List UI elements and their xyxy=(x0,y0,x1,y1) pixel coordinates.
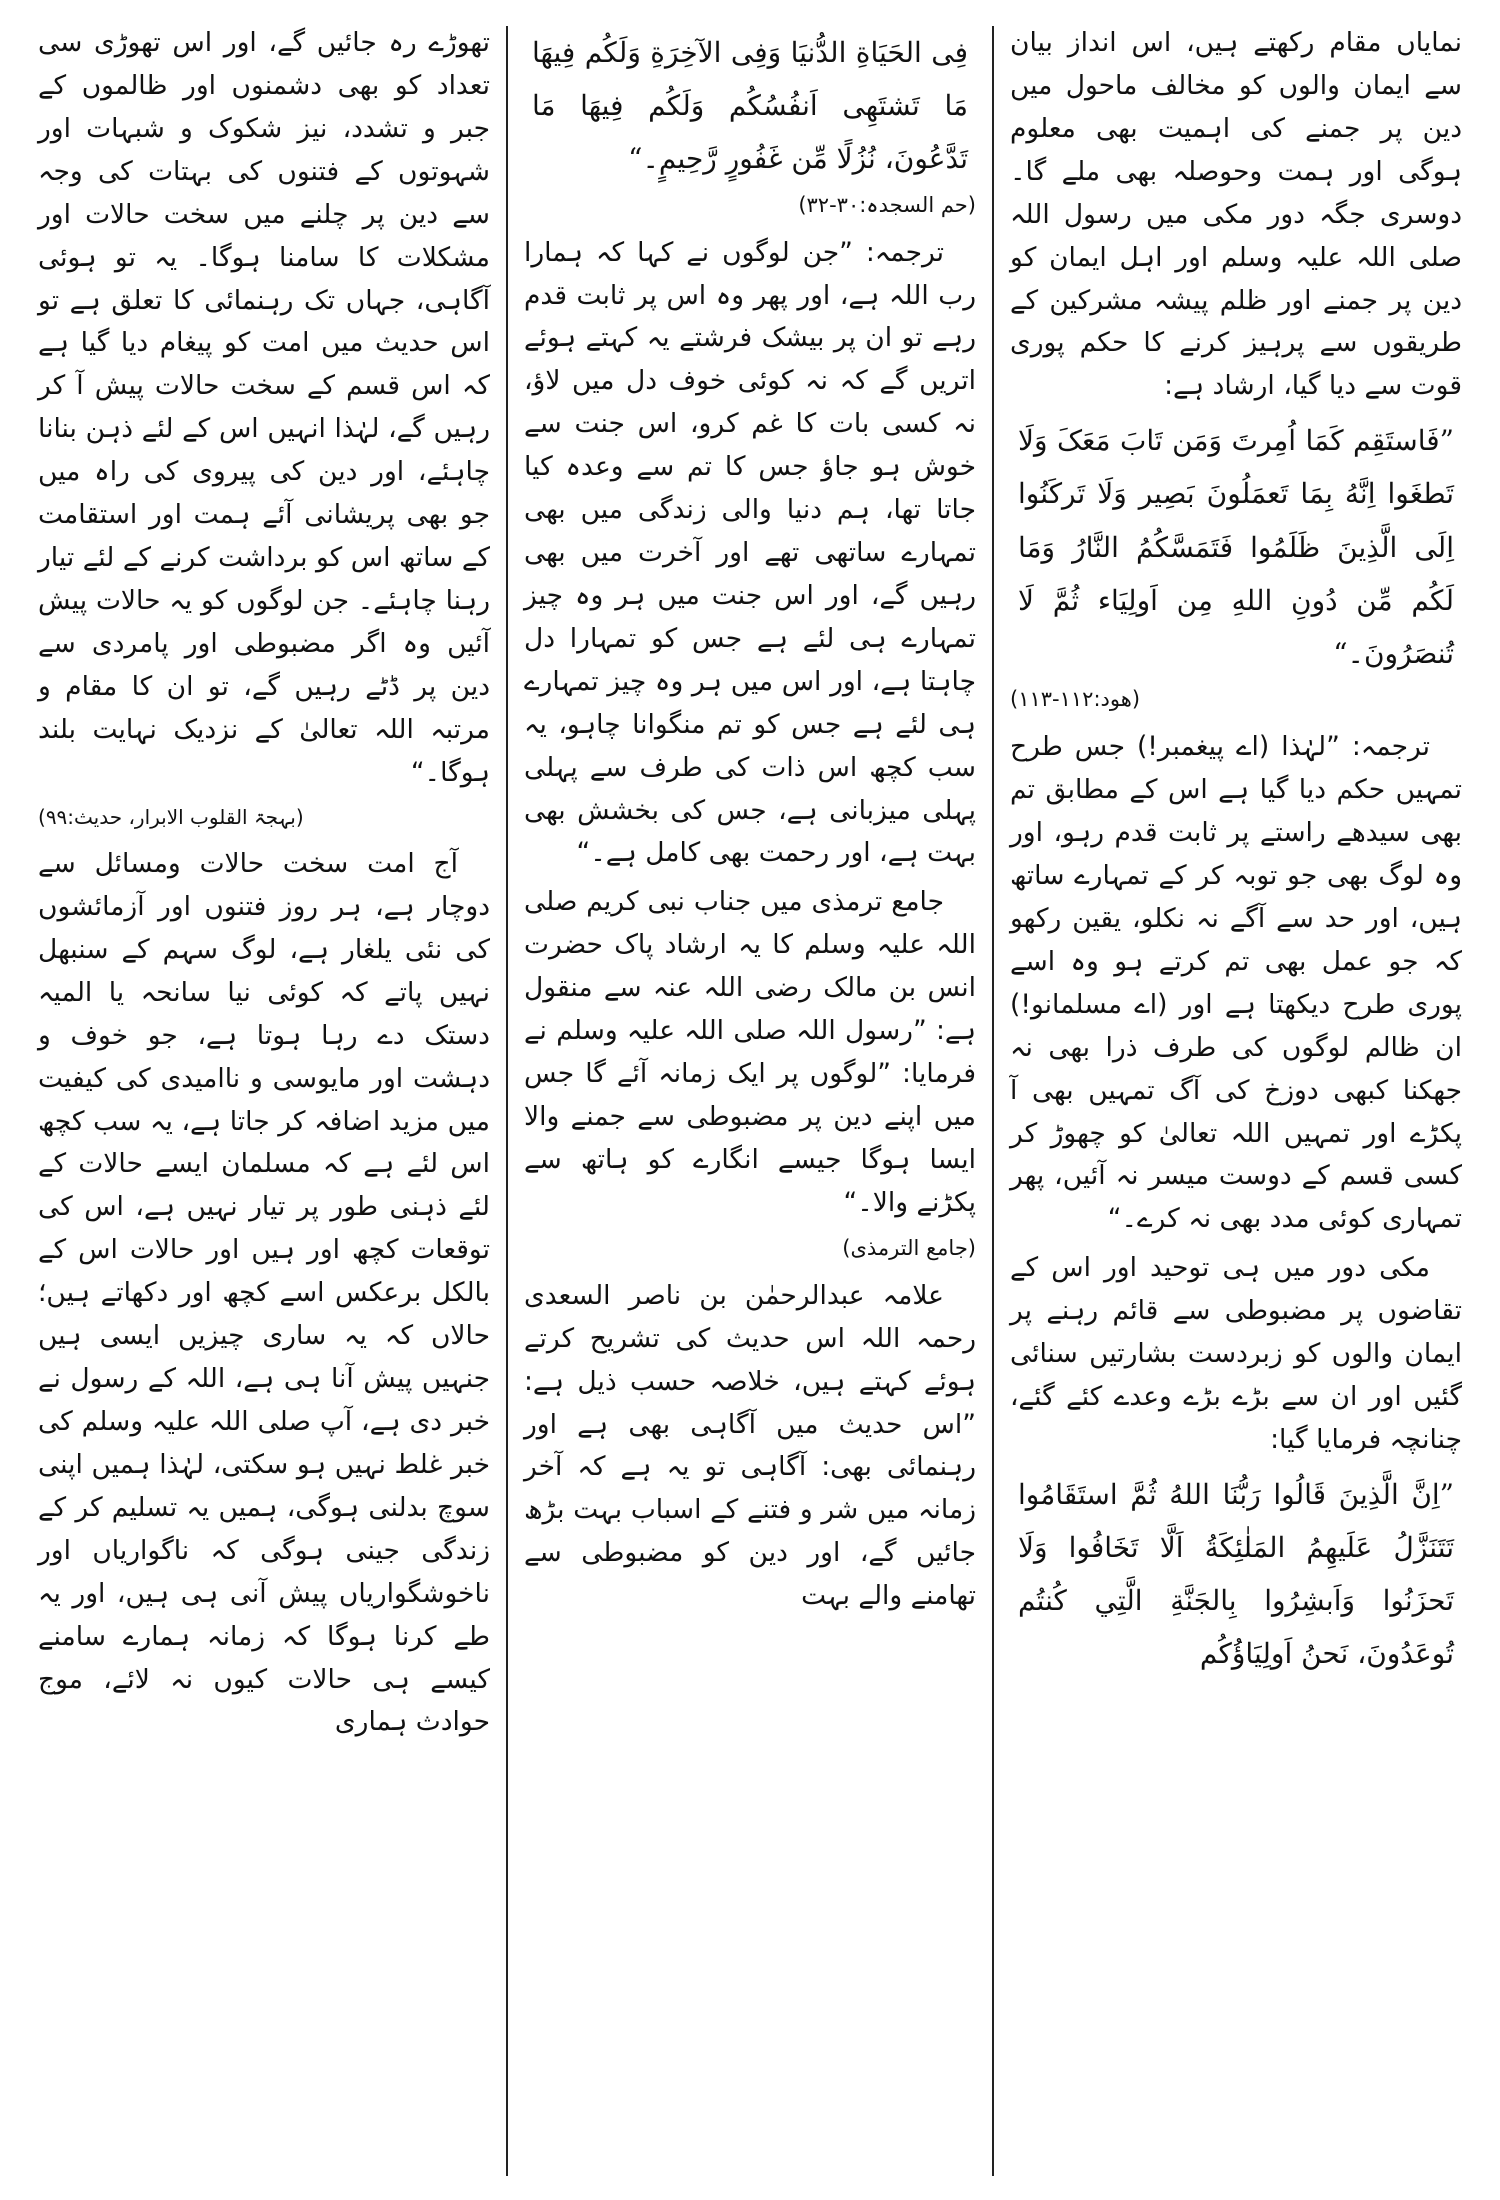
paragraph: مکی دور میں ہی توحید اور اس کے تقاضوں پر مضبوطی سے قائم رہنے پر ایمان والوں کو زبردست بشارتیں سنائی گئیں اور ان سے بڑے بڑے وعدے کئے گئے، چنانچہ فرمایا گیا: xyxy=(1010,1252,1462,1455)
column-middle xyxy=(508,22,992,2192)
quran-verse: ”فَاستَقِم كَمَا اُمِرتَ وَمَن تَابَ مَعَکَ وَلَا تَطغَوا اِنَّهُ بِمَا تَعمَلُونَ بَصِير وَلَا تَرکَنُوا اِلَی الَّذِينَ ظَلَمُوا فَتَمَسَّكُمُ النَّارُ وَمَا لَكُم مِّن دُونِ اللهِ مِن اَولِيَاء ثُمَّ لَا تُنصَرُونَ۔“ xyxy=(1018,424,1454,671)
verse-reference: (حم السجدہ:۳۰-۳۲) xyxy=(798,192,976,217)
translation-paragraph: ترجمہ: ”لہٰذا (اے پیغمبر!) جس طرح تمہیں حکم دیا گیا ہے اس کے مطابق تم بھی سیدھے راستے پر ثابت قدم رہو، اور وہ لوگ بھی جو توبہ کر کے تمہارے ساتھ ہیں، اور حد سے آگے نہ نکلو، یقین رکھو کہ جو عمل بھی تم کرتے ہو وہ اسے پوری طرح دیکھتا ہے اور (اے مسلمانو!) ان ظالم لوگوں کی طرف ذرا بھی نہ جھکنا کبھی دوزخ کی آگ تمہیں بھی آ پکڑے اور تمہیں اللہ تعالیٰ کو چھوڑ کر کسی قسم کے دوست میسر نہ آئیں، پھر تمہاری کوئی مدد بھی نہ کرے۔“ xyxy=(1010,731,1462,1235)
paragraph: جامع ترمذی میں جناب نبی کریم صلی اللہ علیہ وسلم کا یہ ارشاد پاک حضرت انس بن مالک رضی اللہ عنہ سے منقول ہے: ”رسول اللہ صلی اللہ علیہ وسلم نے فرمایا: ”لوگوں پر ایک زمانہ آئے گا جس میں اپنے دین پر مضبوطی سے جمنے والا ایسا ہوگا جیسے انگارے کو ہاتھ سے پکڑنے والا۔“ xyxy=(524,886,976,1218)
paragraph: تھوڑے رہ جائیں گے، اور اس تھوڑی سی تعداد کو بھی دشمنوں اور ظالموں کے جبر و تشدد، نیز شکوک و شبہات اور شہوتوں کے فتنوں کی بہتات کی وجہ سے دین پر چلنے میں سخت حالات اور مشکلات کا سامنا ہوگا۔ یہ تو ہوئی آگاہی، جہاں تک رہنمائی کا تعلق ہے تو اس حدیث میں امت کو پیغام دیا گیا ہے کہ اس قسم کے سخت حالات پیش آ کر رہیں گے، لہٰذا انہیں اس کے لئے ذہن بنانا چاہئے، اور دین کی پیروی کی راہ میں جو بھی پریشانی آئے ہمت اور استقامت کے ساتھ اس کو برداشت کرنے کے لئے تیار رہنا چاہئے۔ جن لوگوں کو یہ حالات پیش آئیں وہ اگر مضبوطی اور پامردی سے دین پر ڈٹے رہیں گے، تو ان کا مقام و مرتبہ اللہ تعالیٰ کے نزدیک نہایت بلند ہوگا۔“ xyxy=(38,27,490,788)
verse-reference: (ھود:۱۱۲-۱۱۳) xyxy=(1010,687,1141,712)
hadith-reference: (جامع الترمذی) xyxy=(842,1235,976,1260)
column-left xyxy=(22,22,506,2192)
paragraph: آج امت سخت حالات ومسائل سے دوچار ہے، ہر روز فتنوں اور آزمائشوں کی نئی یلغار ہے، لوگ سہم کے سنبھل نہیں پاتے کہ کوئی نیا سانحہ یا المیہ دستک دے رہا ہوتا ہے، جو خوف و دہشت اور مایوسی و ناامیدی کی کیفیت میں مزید اضافہ کر جاتا ہے، یہ سب کچھ اس لئے ہے کہ مسلمان ایسے حالات کے لئے ذہنی طور پر تیار نہیں ہے، اس کی توقعات کچھ اور ہیں اور حالات اس کے بالکل برعکس اسے کچھ اور دکھاتے ہیں؛ حالاں کہ یہ ساری چیزیں ایسی ہیں جنہیں پیش آنا ہی ہے، اللہ کے رسول نے خبر دی ہے، آپ صلی اللہ علیہ وسلم کی خبر غلط نہیں ہو سکتی، لہٰذا ہمیں اپنی سوچ بدلنی ہوگی، ہمیں یہ تسلیم کر کے زندگی جینی ہوگی کہ ناگواریاں اور ناخوشگواریاں پیش آنی ہی ہیں، اور یہ طے کرنا ہوگا کہ زمانہ ہمارے سامنے کیسے ہی حالات کیوں نہ لائے، موج حوادث ہماری xyxy=(38,847,490,1738)
quran-verse: ”اِنَّ الَّذِينَ قَالُوا رَبُّنَا اللهُ ثُمَّ استَقَامُوا تَتَنَزَّلُ عَلَيهِمُ المَلٰئِكَةُ اَلَّا تَخَافُوا وَلَا تَحزَنُوا وَاَبشِرُوا بِالجَنَّةِ الَّتِي كُنتُم تُوعَدُونَ، نَحنُ اَولِيَاؤُكُم xyxy=(1018,1477,1454,1671)
book-reference: (بہجۃ القلوب الابرار، حدیث:۹۹) xyxy=(38,804,304,829)
translation-paragraph: ترجمہ: ”جن لوگوں نے کہا کہ ہمارا رب اللہ ہے، اور پھر وہ اس پر ثابت قدم رہے تو ان پر بیشک فرشتے یہ کہتے ہوئے اتریں گے کہ نہ کوئی خوف دل میں لاؤ، نہ کسی بات کا غم کرو، اس جنت سے خوش ہو جاؤ جس کا تم سے وعدہ کیا جاتا تھا، ہم دنیا والی زندگی میں بھی تمہارے ساتھی تھے اور آخرت میں بھی رہیں گے، اور اس جنت میں ہر وہ چیز تمہارے ہی لئے ہے جس کو تمہارا دل چاہتا ہے، اور اس میں ہر وہ چیز تمہارے ہی لئے ہے جس کو تم منگوانا چاہو، یہ سب کچھ اس ذات کی طرف سے پہلی پہلی میزبانی ہے، جس کی بخشش بھی بہت ہے، اور رحمت بھی کامل ہے۔“ xyxy=(524,236,976,869)
column-right xyxy=(994,22,1478,2192)
paragraph: علامہ عبدالرحمٰن بن ناصر السعدی رحمہ اللہ اس حدیث کی تشریح کرتے ہوئے کہتے ہیں، خلاصہ حسب ذیل ہے: ”اس حدیث میں آگاہی بھی ہے اور رہنمائی بھی: آگاہی تو یہ ہے کہ آخر زمانہ میں شر و فتنے کے اسباب بہت بڑھ جائیں گے، اور دین کو مضبوطی سے تھامنے والے بہت xyxy=(524,1279,976,1612)
quran-verse: فِی الحَيَاةِ الدُّنيَا وَفِی الآخِرَةِ وَلَكُم فِيهَا مَا تَشتَهِی اَنفُسُكُم وَلَكُم فِيهَا مَا تَدَّعُونَ، نُزُلًا مِّن غَفُورٍ رَّحِيمٍ۔“ xyxy=(532,36,968,176)
paragraph: نمایاں مقام رکھتے ہیں، اس انداز بیان سے ایمان والوں کو مخالف ماحول میں دین پر جمنے کی اہمیت بھی معلوم ہوگی اور ہمت وحوصلہ بھی ملے گا۔ دوسری جگہ دور مکی میں رسول اللہ صلی اللہ علیہ وسلم اور اہل ایمان کو دین پر جمنے اور ظلم پیشہ مشرکین کے طریقوں سے پرہیز کرنے کا حکم پوری قوت سے دیا گیا، ارشاد ہے: xyxy=(1010,27,1462,402)
